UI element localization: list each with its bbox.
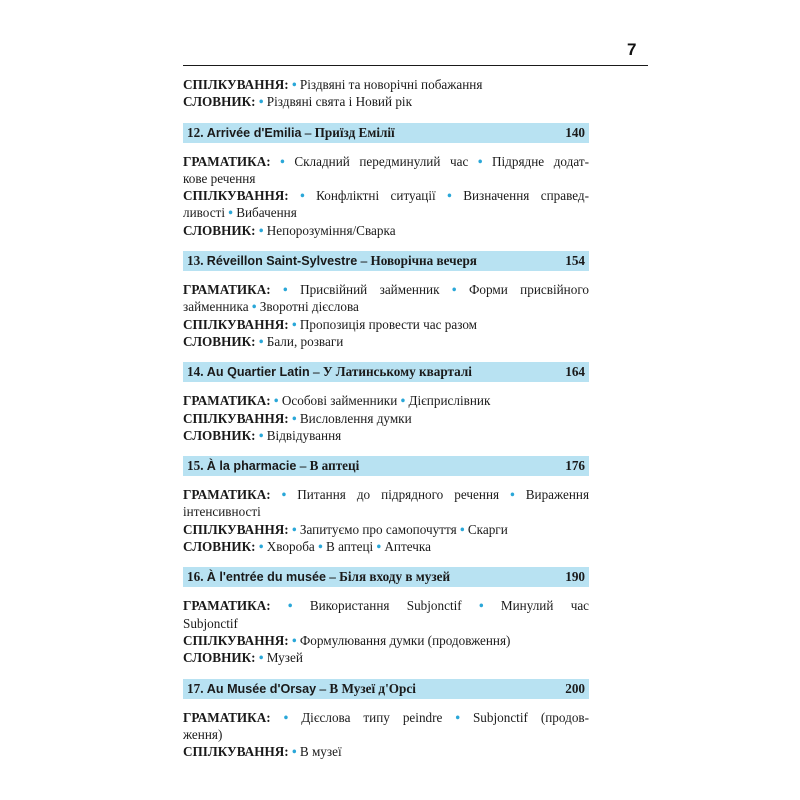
grammar-label: ГРАМАТИКА:	[183, 393, 271, 409]
communication-label: СПІЛКУВАННЯ:	[183, 188, 289, 204]
topic-text: Форми присвійного	[468, 282, 590, 298]
lesson-header-15[interactable]	[183, 456, 589, 476]
bullet-icon: •	[258, 222, 264, 238]
lesson-header-14[interactable]	[183, 362, 589, 382]
topic-text: Вираження	[525, 487, 590, 503]
bullet-icon: •	[258, 539, 264, 555]
lesson-title-fr: À l'entrée du musée	[206, 570, 326, 585]
communication-label: СПІЛКУВАННЯ:	[183, 632, 289, 648]
communication-label: СПІЛКУВАННЯ:	[183, 77, 289, 92]
grammar-line-continued	[183, 298, 589, 315]
title-dash: –	[360, 253, 368, 269]
topic-text: Дієслова типу peindre	[301, 709, 443, 725]
communication-line	[183, 316, 589, 333]
communication-line	[183, 521, 589, 538]
lesson-page-number: 190	[565, 569, 585, 585]
vocabulary-line	[183, 333, 589, 350]
lesson-body-15	[183, 486, 589, 555]
topic-text: Зворотні дієслова	[259, 299, 359, 315]
topic-text: Різдвяні свята і Новий рік	[266, 94, 413, 110]
lesson-title-uk: Приїзд Емілії	[314, 124, 395, 140]
vocabulary-line	[183, 427, 589, 444]
bullet-icon: •	[283, 282, 288, 298]
lesson-header-12[interactable]	[183, 123, 589, 143]
topic-text: В аптеці	[326, 539, 374, 555]
lesson-title-uk: В Музеї д'Орсі	[329, 680, 416, 696]
lesson-body-12	[183, 153, 589, 239]
bullet-icon: •	[291, 410, 297, 426]
grammar-line-continued	[183, 726, 589, 743]
topic-text: Subjonctif (продов-	[472, 709, 590, 725]
lesson-title-fr: À la pharmacie	[206, 459, 297, 474]
lesson-title-fr: Au Musée d'Orsay	[206, 681, 317, 696]
bullet-icon: •	[291, 77, 297, 92]
vocabulary-line	[183, 93, 589, 110]
bullet-icon: •	[318, 539, 323, 555]
vocabulary-label: СЛОВНИК:	[183, 222, 256, 238]
communication-label: СПІЛКУВАННЯ:	[183, 521, 289, 537]
topic-text: Конфліктні ситуації	[316, 188, 436, 204]
communication-line	[183, 76, 589, 93]
communication-label: СПІЛКУВАННЯ:	[183, 316, 289, 332]
topic-text: Музей	[266, 650, 303, 666]
bullet-icon: •	[451, 282, 457, 298]
lesson-title	[187, 458, 359, 474]
lesson-page-number: 140	[565, 124, 585, 140]
title-dash: –	[312, 364, 320, 380]
grammar-line	[183, 392, 589, 409]
lesson-number: 15.	[187, 458, 204, 474]
title-dash: –	[319, 680, 327, 696]
topic-text: ливості	[183, 205, 225, 221]
lesson-number: 16.	[187, 569, 204, 585]
topic-text: Аптечка	[384, 539, 431, 555]
vocabulary-label: СЛОВНИК:	[183, 650, 256, 666]
lesson-title	[187, 253, 477, 269]
topic-text: Визначення справед-	[463, 188, 590, 204]
lesson-header-17[interactable]	[183, 679, 589, 699]
topic-text: Минулий час	[500, 598, 590, 614]
topic-text: Скарги	[467, 521, 508, 537]
topic-text: Дієприслівник	[408, 393, 491, 409]
topic-text: В музеї	[299, 744, 342, 760]
bullet-icon: •	[291, 744, 297, 760]
grammar-line	[183, 597, 589, 614]
lesson-number: 14.	[187, 364, 204, 380]
vocabulary-label: СЛОВНИК:	[183, 427, 256, 443]
grammar-label: ГРАМАТИКА:	[183, 487, 271, 503]
lesson-body-17	[183, 709, 589, 761]
communication-label: СПІЛКУВАННЯ:	[183, 410, 289, 426]
bullet-icon: •	[273, 393, 279, 409]
bullet-icon: •	[376, 539, 382, 555]
title-dash: –	[299, 458, 307, 474]
lesson-title-uk: В аптеці	[309, 458, 360, 474]
lesson-page-number: 154	[565, 253, 585, 269]
bullet-icon: •	[258, 94, 264, 110]
lesson-title	[187, 681, 416, 697]
lesson-page-number: 164	[565, 364, 585, 380]
topic-text: Підрядне додат-	[491, 153, 589, 169]
bullet-icon: •	[447, 188, 452, 204]
topic-text: Складний передминулий час	[294, 153, 469, 169]
bullet-icon: •	[228, 205, 233, 221]
bullet-icon: •	[258, 427, 264, 443]
vocabulary-line	[183, 649, 589, 666]
topic-text: Непорозуміння/Сварка	[266, 222, 396, 238]
topic-text: Запитуємо про самопочуття	[299, 521, 457, 537]
grammar-label: ГРАМАТИКА:	[183, 282, 271, 298]
bullet-icon: •	[478, 598, 484, 614]
topic-text: Використання Subjonctif	[309, 598, 462, 614]
table-of-contents	[183, 76, 589, 760]
topic-text: Бали, розваги	[266, 333, 344, 349]
bullet-icon: •	[291, 316, 297, 332]
lesson-body-13	[183, 281, 589, 350]
bullet-icon: •	[459, 521, 465, 537]
bullet-icon: •	[477, 153, 483, 169]
grammar-line-continued	[183, 170, 589, 187]
communication-line	[183, 187, 589, 204]
lesson-title	[187, 364, 472, 380]
lesson-title	[187, 125, 395, 141]
lesson-page-number: 176	[565, 458, 585, 474]
intro-section	[183, 76, 589, 111]
lesson-title	[187, 569, 450, 585]
bullet-icon: •	[400, 393, 406, 409]
communication-line	[183, 410, 589, 427]
lesson-body-16	[183, 597, 589, 666]
bullet-icon: •	[291, 521, 297, 537]
topic-text: кове речення	[183, 170, 256, 186]
grammar-label: ГРАМАТИКА:	[183, 153, 271, 169]
grammar-line	[183, 281, 589, 298]
lesson-title-uk: Новорічна вечеря	[370, 253, 477, 269]
topic-text: Пропозиція провести час разом	[299, 316, 478, 332]
lesson-header-13[interactable]	[183, 251, 589, 271]
topic-text: Subjonctif	[183, 615, 238, 631]
grammar-line-continued	[183, 503, 589, 520]
topic-text: Відвідування	[266, 427, 342, 443]
bullet-icon: •	[510, 487, 515, 503]
communication-line-continued	[183, 204, 589, 221]
lesson-number: 13.	[187, 253, 204, 269]
communication-line	[183, 743, 589, 760]
vocabulary-line	[183, 538, 589, 555]
bullet-icon: •	[283, 709, 289, 725]
bullet-icon: •	[291, 632, 297, 648]
bullet-icon: •	[280, 153, 285, 169]
lesson-title-uk: У Латинському кварталі	[322, 364, 472, 380]
lesson-title-fr: Réveillon Saint-Sylvestre	[206, 254, 358, 269]
page-number: 7	[627, 40, 637, 59]
bullet-icon: •	[281, 487, 287, 503]
bullet-icon: •	[300, 188, 305, 204]
grammar-line-continued	[183, 615, 589, 632]
vocabulary-label: СЛОВНИК:	[183, 539, 256, 555]
lesson-number: 12.	[187, 124, 204, 140]
grammar-line	[183, 709, 589, 726]
grammar-label: ГРАМАТИКА:	[183, 598, 271, 614]
bullet-icon: •	[258, 650, 264, 666]
lesson-header-16[interactable]	[183, 567, 589, 587]
grammar-line	[183, 486, 589, 503]
vocabulary-label: СЛОВНИК:	[183, 94, 256, 110]
topic-text: Хвороба	[266, 539, 315, 555]
bullet-icon: •	[455, 709, 460, 725]
vocabulary-label: СЛОВНИК:	[183, 333, 256, 349]
topic-text: Питання до підрядного речення	[297, 487, 500, 503]
communication-line	[183, 632, 589, 649]
lesson-number: 17.	[187, 680, 204, 696]
bullet-icon: •	[258, 333, 264, 349]
lesson-body-14	[183, 392, 589, 444]
bullet-icon: •	[251, 299, 257, 315]
lesson-page-number: 200	[565, 680, 585, 696]
vocabulary-line	[183, 222, 589, 239]
topic-text: займенника	[183, 299, 249, 315]
title-dash: –	[304, 124, 312, 140]
header-rule	[183, 65, 648, 66]
topic-text: Особові займенники	[281, 393, 398, 409]
lesson-title-fr: Arrivée d'Emilia	[206, 125, 302, 140]
topic-text: інтенсивності	[183, 504, 261, 520]
topic-text: Присвійний займенник	[300, 282, 440, 298]
topic-text: ження)	[183, 726, 223, 742]
topic-text: Різдвяні та новорічні побажання	[299, 77, 483, 92]
bullet-icon: •	[287, 598, 293, 614]
communication-label: СПІЛКУВАННЯ:	[183, 744, 289, 760]
lesson-title-fr: Au Quartier Latin	[206, 365, 310, 380]
topic-text: Формулювання думки (продовження)	[299, 632, 511, 648]
topic-text: Висловлення думки	[299, 410, 412, 426]
title-dash: –	[329, 569, 336, 585]
topic-text: Вибачення	[236, 205, 297, 221]
grammar-label: ГРАМАТИКА:	[183, 709, 271, 725]
grammar-line	[183, 153, 589, 170]
lesson-title-uk: Біля входу в музей	[339, 569, 451, 585]
